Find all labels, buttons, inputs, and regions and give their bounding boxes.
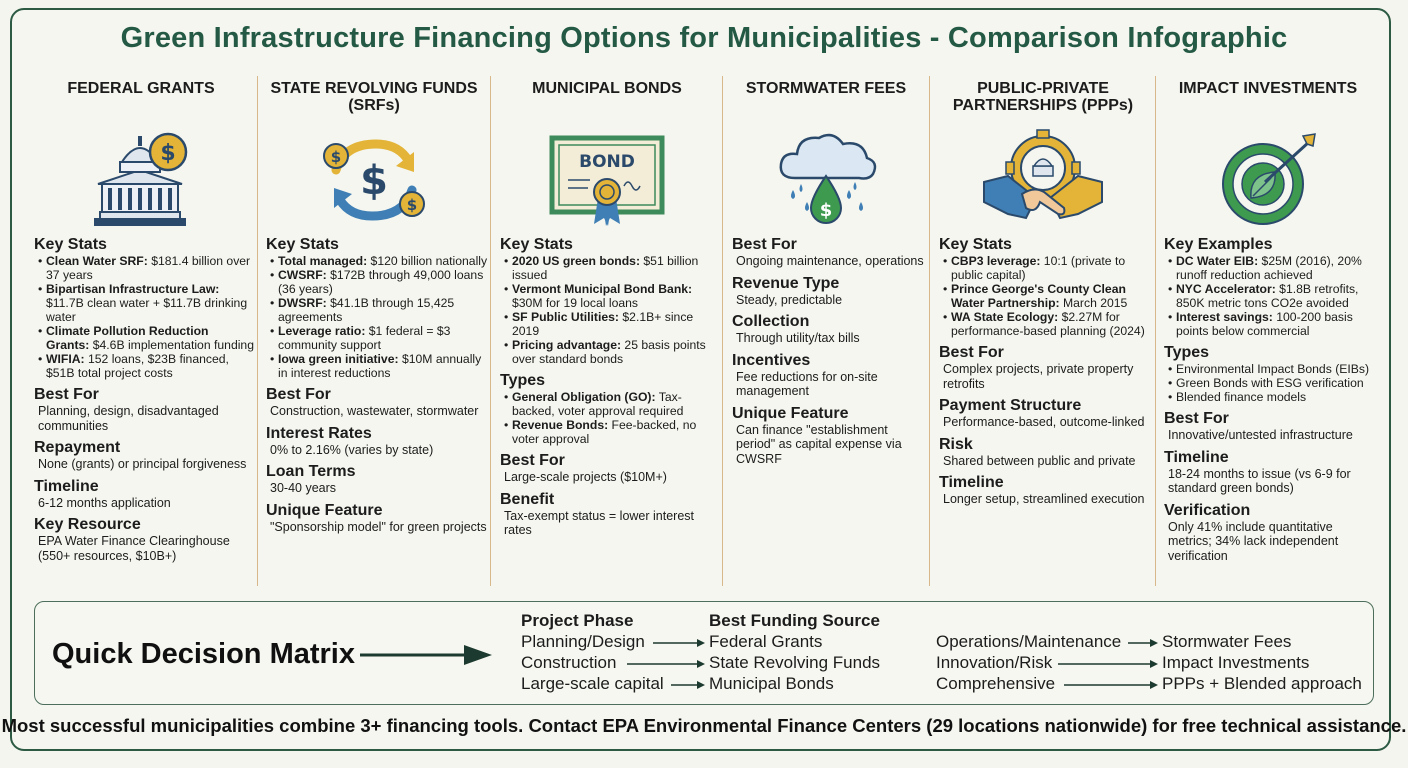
bullet-key: Bipartisan Infrastructure Law:: [46, 282, 220, 296]
bullet-item: [943, 282, 1153, 310]
bullet-list: [1164, 362, 1378, 404]
matrix-title: Quick Decision Matrix: [52, 638, 355, 670]
column-public-private-partnerships: [933, 74, 1153, 594]
section-heading: Benefit: [500, 490, 555, 508]
key-stats-heading: Key Stats: [939, 236, 1012, 253]
arrow-right-icon: [1128, 638, 1158, 648]
bullet-text: $1 federal = $3 community support: [278, 324, 451, 352]
section-heading: Revenue Type: [732, 274, 840, 292]
bullet-item: [1168, 254, 1378, 282]
bullet-key: DWSRF:: [278, 296, 327, 310]
bullet-key: Total managed:: [278, 254, 368, 268]
column-state-revolving-funds: [260, 74, 488, 594]
bullet-list: [1164, 254, 1378, 338]
bullet-text: 10:1 (private to public capital): [951, 254, 1126, 282]
section-text: Large-scale projects ($10M+): [504, 470, 667, 484]
arrow-right-icon: [653, 638, 705, 648]
bullet-text: $30M for 19 local loans: [512, 296, 639, 310]
decision-matrix: [34, 601, 1374, 705]
column-impact-investments: [1158, 74, 1378, 594]
handshake-gear-icon: [933, 124, 1153, 236]
bullet-list: [266, 254, 488, 380]
section-text: None (grants) or principal forgiveness: [38, 457, 247, 471]
arrow-right-icon: [360, 642, 492, 668]
bullet-item: [504, 254, 720, 282]
target-leaf-icon: [1158, 124, 1378, 236]
bullet-text: 100-200 basis points below commercial: [1176, 310, 1353, 338]
matrix-phase: Operations/Maintenance: [936, 632, 1122, 651]
rain-cloud-dollar-icon: [726, 124, 926, 236]
matrix-col2-header: Best Funding Source: [709, 611, 880, 630]
bullet-text: Fee-backed, no voter approval: [512, 418, 697, 446]
section-text: Steady, predictable: [736, 292, 843, 307]
bullet-item: [504, 310, 720, 338]
bullet-key: Prince George's County Clean Water Partnership:: [951, 282, 1126, 310]
section-text: "Sponsorship model" for green projects: [270, 519, 487, 534]
column-stormwater-fees: [726, 74, 926, 594]
section-heading: Timeline: [939, 474, 1004, 491]
bullet-item: [38, 324, 254, 352]
bullet-text: 25 basis points over standard bonds: [512, 338, 706, 366]
bullet-item: [943, 254, 1153, 282]
bullet-key: WA State Ecology:: [951, 310, 1059, 324]
bullet-key: CWSRF:: [278, 268, 327, 282]
bullet-key: Iowa green initiative:: [278, 352, 399, 366]
capitol-dollar-icon: [28, 124, 254, 236]
column-divider: [1155, 76, 1156, 586]
matrix-phase: Construction: [521, 653, 617, 672]
arrow-right-icon: [1064, 680, 1158, 690]
section-heading: Collection: [732, 313, 810, 330]
bullet-text: Blended finance models: [1176, 390, 1307, 404]
bullet-item: [1168, 282, 1378, 310]
bullet-text: March 2015: [1059, 296, 1128, 310]
matrix-source: Stormwater Fees: [1162, 632, 1292, 651]
section-text: Performance-based, outcome-linked: [943, 415, 1145, 429]
arrow-right-icon: [1058, 659, 1158, 669]
bullet-item: [38, 352, 254, 380]
key-stats-heading: Key Stats: [500, 236, 573, 253]
section-text: Can finance "establishment period" as capital expense via CWSRF: [736, 422, 902, 466]
section-heading: Best For: [500, 452, 565, 469]
svg-text:$: $: [819, 200, 833, 221]
svg-text:$: $: [160, 141, 176, 166]
column-divider: [722, 76, 723, 586]
bullet-key: WIFIA:: [46, 352, 85, 366]
bullet-item: [504, 338, 720, 366]
column-heading: IMPACT INVESTMENTS: [1178, 80, 1358, 97]
section-text: EPA Water Finance Clearinghouse (550+ resources, $10B+): [38, 534, 230, 563]
column-divider: [929, 76, 930, 586]
section-text: Innovative/untested infrastructure: [1168, 428, 1353, 442]
key-stats-heading: Key Stats: [34, 236, 107, 253]
bullet-text: 152 loans, $23B financed, $51B total project costs: [46, 352, 229, 380]
matrix-col1-header: Project Phase: [521, 611, 634, 630]
section-text: Longer setup, streamlined execution: [943, 492, 1145, 506]
bullet-text: Green Bonds with ESG verification: [1176, 376, 1364, 390]
column-federal-grants: [28, 74, 254, 594]
section-heading: Timeline: [34, 477, 99, 495]
bullet-key: DC Water EIB:: [1176, 254, 1259, 268]
section-text: Ongoing maintenance, operations: [736, 254, 924, 268]
matrix-source: Federal Grants: [709, 632, 823, 651]
bullet-key: Vermont Municipal Bond Bank:: [512, 282, 693, 296]
bullet-item: [1168, 310, 1378, 338]
bullet-key: Revenue Bonds:: [512, 418, 609, 432]
column-divider: [257, 76, 258, 586]
matrix-phase: Large-scale capital: [521, 674, 664, 693]
section-heading: Best For: [939, 344, 1004, 361]
section-text: 18-24 months to issue (vs 6-9 for standard green bonds): [1168, 466, 1351, 495]
section-text: Construction, wastewater, stormwater: [270, 404, 479, 418]
section-heading: Payment Structure: [939, 397, 1082, 414]
key-stats-heading: Key Stats: [266, 236, 339, 253]
bullet-item: [504, 390, 720, 418]
bond-certificate-icon: [494, 124, 720, 236]
bullet-item: [943, 310, 1153, 338]
section-text: Only 41% include quantitative metrics; 34% lack independent verification: [1168, 519, 1339, 563]
section-heading: Unique Feature: [732, 404, 849, 422]
svg-text:$: $: [360, 158, 388, 204]
section-text: Through utility/tax bills: [736, 331, 860, 345]
section-heading: Best For: [732, 236, 797, 253]
bullet-text: $1.8B retrofits, 850K metric tons CO2e avoided: [1176, 282, 1359, 310]
bullet-list: [939, 254, 1153, 338]
section-heading: Best For: [34, 386, 99, 403]
matrix-source: Impact Investments: [1162, 653, 1310, 672]
section-text: Complex projects, private property retrofits: [943, 362, 1134, 391]
section-heading: Best For: [1164, 410, 1229, 427]
bullet-key: CBP3 leverage:: [951, 254, 1041, 268]
bullet-item: [270, 254, 488, 268]
column-municipal-bonds: [494, 74, 720, 594]
bullet-key: Climate Pollution Reduction Grants:: [46, 324, 209, 352]
bullet-list: [34, 254, 254, 380]
bullet-text: $181.4 billion over 37 years: [46, 254, 251, 282]
types-heading: Types: [500, 372, 546, 389]
bullet-item: [1168, 390, 1378, 404]
key-stats-heading: Key Examples: [1164, 236, 1273, 253]
bullet-item: [270, 324, 488, 352]
revolving-dollar-icon: [260, 124, 488, 236]
bullet-list: [500, 254, 720, 366]
section-heading: Repayment: [34, 439, 121, 456]
bullet-item: [1168, 376, 1378, 390]
bullet-list: [500, 390, 720, 446]
matrix-phase: Planning/Design: [521, 632, 645, 651]
column-heading: PUBLIC-PRIVATE PARTNERSHIPS (PPPs): [952, 80, 1134, 114]
bullet-item: [270, 268, 488, 296]
bullet-text: Environmental Impact Bonds (EIBs): [1176, 362, 1370, 376]
section-heading: Incentives: [732, 351, 811, 369]
bullet-key: Pricing advantage:: [512, 338, 622, 352]
types-heading: Types: [1164, 344, 1210, 361]
page-title: Green Infrastructure Financing Options for Municipalities - Comparison Infographic: [120, 22, 1288, 54]
bullet-text: $2.1B+ since 2019: [512, 310, 694, 338]
section-text: Tax-exempt status = lower interest rates: [504, 508, 695, 537]
bullet-text: $11.7B clean water + $11.7B drinking water: [46, 296, 248, 324]
bullet-key: NYC Accelerator:: [1176, 282, 1276, 296]
bullet-key: Clean Water SRF:: [46, 254, 148, 268]
bullet-key: General Obligation (GO):: [512, 390, 656, 404]
bullet-text: $2.27M for performance-based planning (2024): [951, 310, 1145, 338]
bullet-text: Tax-backed, voter approval required: [512, 390, 684, 418]
footer-note: Most successful municipalities combine 3+ financing tools. Contact EPA Environmental Finance Centers (29 locations nationwide) for free technical assistance.: [1, 715, 1407, 736]
arrow-right-icon: [627, 659, 705, 669]
bullet-text: $120 billion nationally: [367, 254, 488, 268]
section-heading: Key Resource: [34, 516, 141, 533]
bullet-item: [504, 418, 720, 446]
section-heading: Unique Feature: [266, 501, 383, 519]
bullet-text: $41.1B through 15,425 agreements: [278, 296, 455, 324]
bullet-item: [504, 282, 720, 310]
column-heading: MUNICIPAL BONDS: [532, 80, 682, 97]
section-text: 0% to 2.16% (varies by state): [270, 442, 434, 457]
matrix-source: Municipal Bonds: [709, 674, 834, 693]
bullet-key: 2020 US green bonds:: [512, 254, 641, 268]
bullet-item: [1168, 362, 1378, 376]
bullet-text: $25M (2016), 20% runoff reduction achieved: [1176, 254, 1362, 282]
matrix-source: PPPs + Blended approach: [1162, 674, 1362, 693]
svg-text:$: $: [330, 148, 342, 166]
bullet-item: [38, 282, 254, 324]
arrow-right-icon: [671, 680, 705, 690]
section-text: Fee reductions for on-site management: [736, 369, 878, 398]
bullet-text: $172B through 49,000 loans (36 years): [278, 268, 484, 296]
section-heading: Loan Terms: [266, 463, 356, 480]
section-text: 30-40 years: [270, 481, 337, 495]
matrix-source: State Revolving Funds: [709, 653, 881, 672]
section-text: 6-12 months application: [38, 495, 171, 510]
column-divider: [490, 76, 491, 586]
section-text: Shared between public and private: [943, 453, 1136, 468]
bullet-key: Interest savings:: [1176, 310, 1273, 324]
bullet-key: Leverage ratio:: [278, 324, 366, 338]
section-heading: Best For: [266, 386, 331, 403]
matrix-phase: Comprehensive: [936, 674, 1056, 693]
column-heading: STORMWATER FEES: [745, 80, 907, 97]
bond-label: BOND: [579, 152, 635, 172]
bullet-item: [38, 254, 254, 282]
section-heading: Risk: [939, 435, 973, 453]
section-heading: Verification: [1164, 501, 1251, 519]
section-heading: Interest Rates: [266, 424, 372, 442]
bullet-key: SF Public Utilities:: [512, 310, 619, 324]
bullet-text: $51 billion issued: [512, 254, 699, 282]
bullet-text: $4.6B implementation funding: [89, 338, 254, 352]
column-heading: STATE REVOLVING FUNDS (SRFs): [270, 80, 478, 114]
section-text: Planning, design, disadvantaged communities: [38, 404, 219, 433]
svg-text:$: $: [406, 196, 418, 214]
column-heading: FEDERAL GRANTS: [67, 80, 215, 97]
bullet-item: [270, 352, 488, 380]
bullet-item: [270, 296, 488, 324]
matrix-phase: Innovation/Risk: [936, 653, 1053, 672]
bullet-text: $10M annually in interest reductions: [278, 352, 482, 380]
section-heading: Timeline: [1164, 448, 1229, 466]
